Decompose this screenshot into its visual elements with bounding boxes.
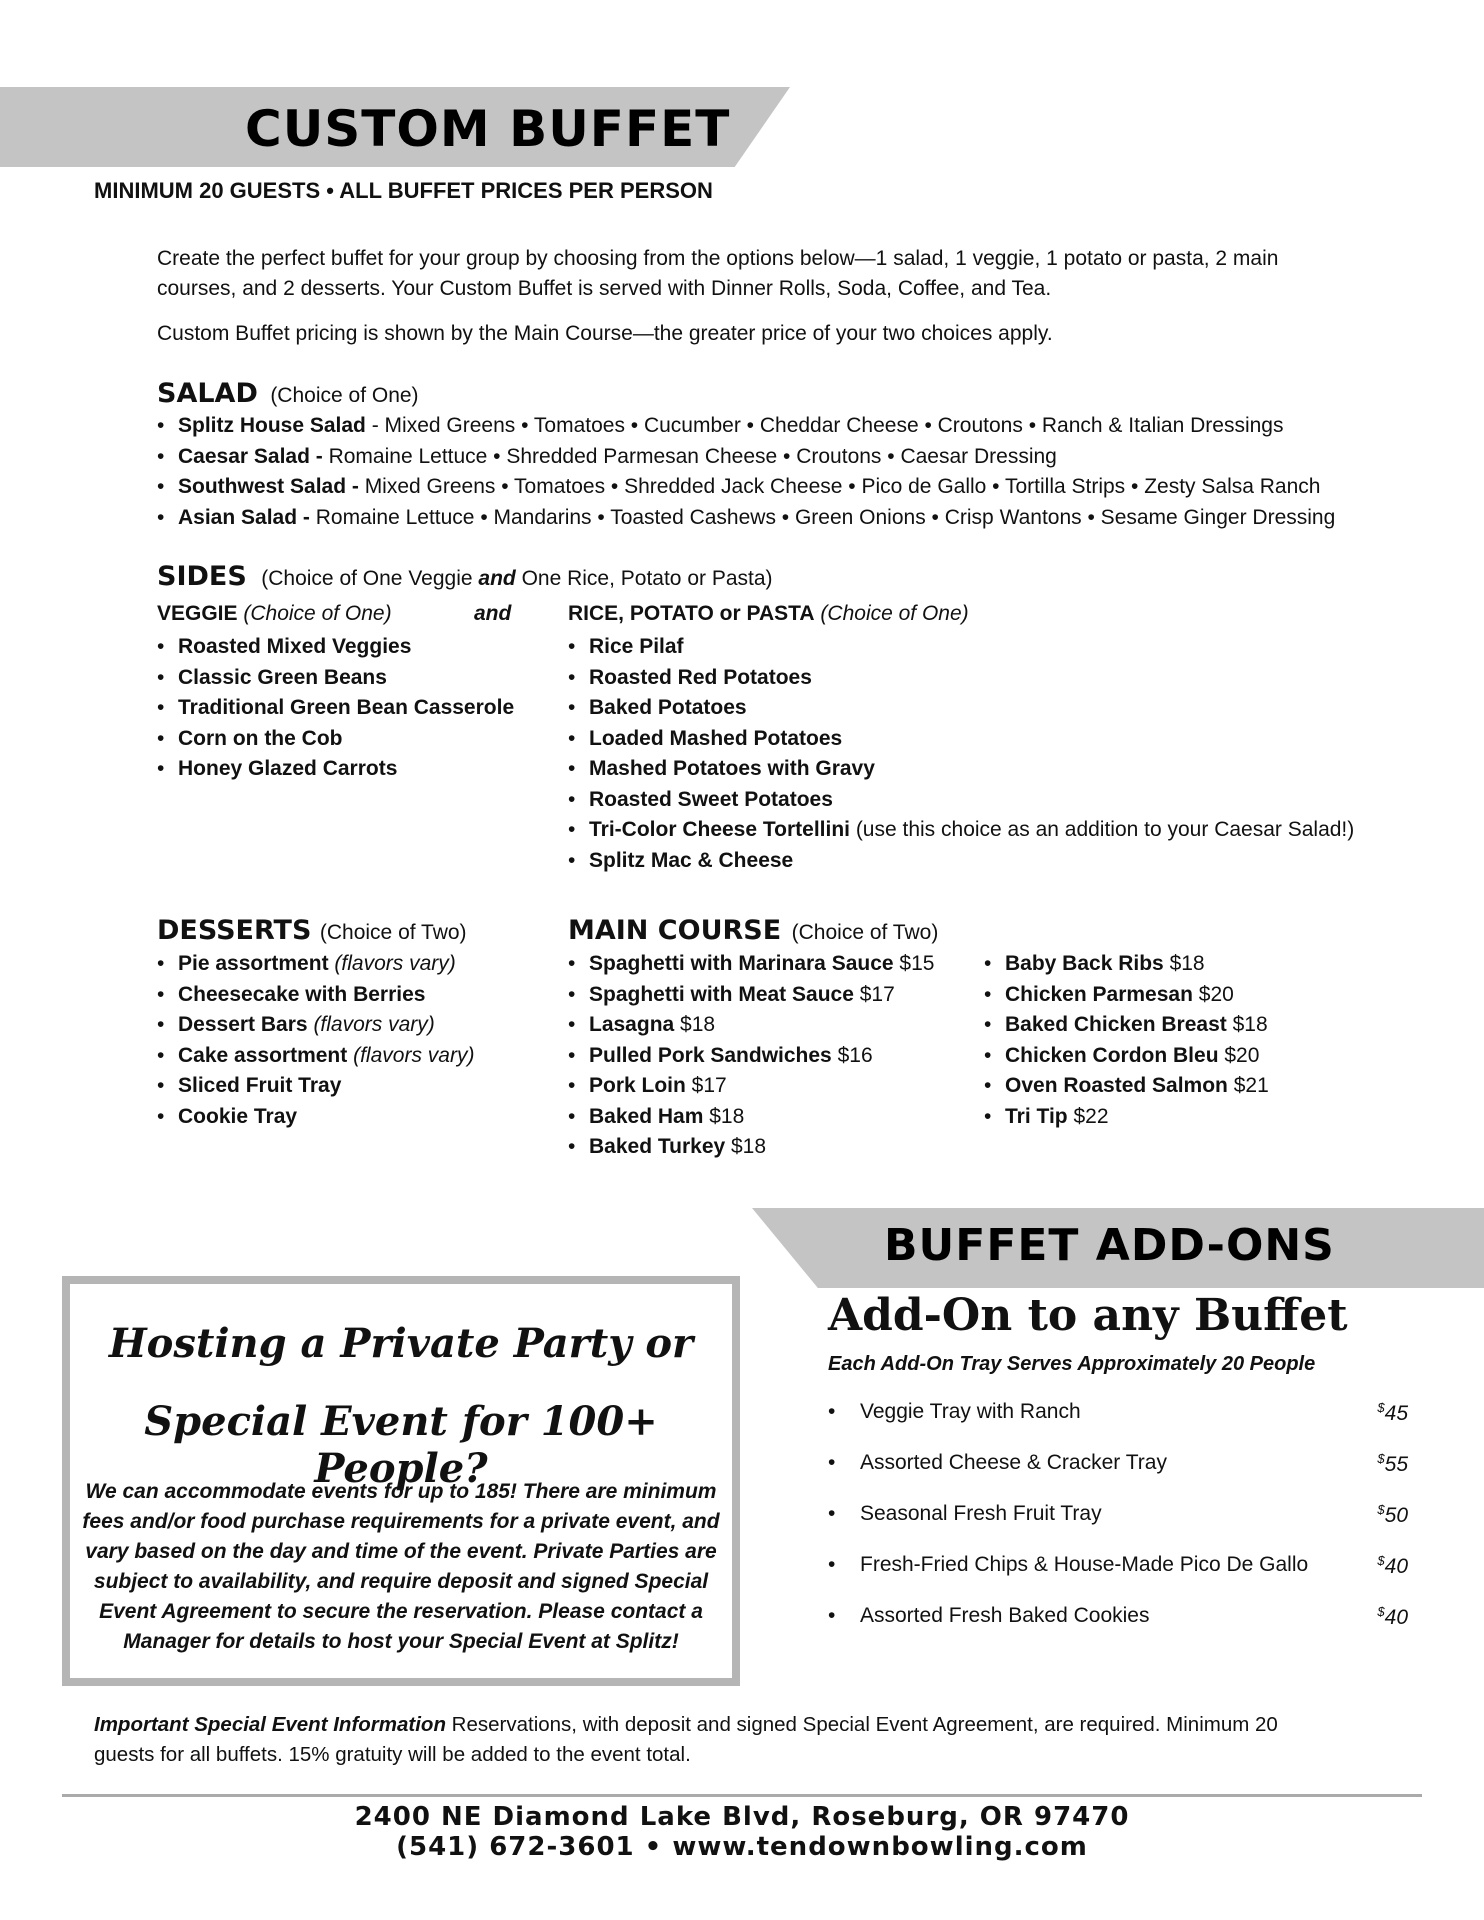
salad-item: [157, 503, 1335, 534]
currency-symbol: $: [1377, 1400, 1385, 1415]
main-course-name: Baked Chicken Breast: [1005, 1013, 1227, 1036]
starch-label: [568, 602, 969, 626]
party-body-line: vary based on the day and time of the event. Private Parties are: [85, 1540, 717, 1563]
bullet-icon: •: [157, 1043, 165, 1067]
veggie-label-note: (Choice of One): [243, 602, 392, 625]
dessert-note: (flavors vary): [334, 952, 456, 975]
bullet-icon: •: [568, 1013, 576, 1036]
veggie-name: Traditional Green Bean Casserole: [178, 696, 515, 719]
salad-item: [157, 472, 1335, 503]
main-course-price: $17: [853, 982, 895, 1006]
currency-symbol: $: [1377, 1451, 1385, 1466]
salad-name: Southwest Salad -: [178, 475, 359, 498]
addon-item: [828, 1604, 1408, 1655]
starch-name: Loaded Mashed Potatoes: [589, 726, 843, 750]
addon-item: [828, 1451, 1408, 1502]
starch-item: [568, 663, 1354, 694]
starch-item: [568, 754, 1354, 785]
currency-symbol: $: [1377, 1502, 1385, 1517]
main-course-name: Chicken Cordon Bleu: [1005, 1043, 1219, 1067]
party-body-line: Manager for details to host your Special Event at Splitz!: [123, 1630, 679, 1653]
main-course-item: [568, 1071, 934, 1102]
addon-item: [828, 1553, 1408, 1604]
bullet-icon: •: [568, 1104, 576, 1128]
bullet-icon: •: [157, 635, 165, 658]
veggie-item: [157, 693, 514, 724]
starch-note: (use this choice as an addition to your Caesar Salad!): [849, 818, 1355, 841]
salad-note: (Choice of One): [270, 384, 419, 407]
party-heading-line2: Special Event for 100+ People?: [144, 1398, 658, 1492]
main-course-name: Lasagna: [589, 1013, 675, 1036]
main-course-item: [568, 1132, 934, 1163]
salad-desc: Romaine Lettuce • Shredded Parmesan Cheese • Croutons • Caesar Dressing: [322, 444, 1057, 468]
addon-item: [828, 1502, 1408, 1553]
bullet-icon: •: [568, 818, 576, 841]
main-course-item: [568, 949, 934, 980]
bullet-icon: •: [568, 1074, 576, 1097]
main-course-item: [984, 1041, 1269, 1072]
intro-line: Custom Buffet pricing is shown by the Main Course—the greater price of your two choices apply.: [157, 322, 1053, 345]
main-course-name: Chicken Parmesan: [1005, 982, 1193, 1006]
bullet-icon: •: [828, 1553, 836, 1576]
starch-label-note: (Choice of One): [820, 602, 969, 625]
veggie-name: Honey Glazed Carrots: [178, 757, 398, 780]
addon-price-value: 45: [1384, 1402, 1408, 1425]
addons-subtitle: Each Add-On Tray Serves Approximately 20 People: [828, 1353, 1316, 1375]
dessert-list: [157, 949, 474, 1132]
bullet-icon: •: [157, 1074, 165, 1097]
bullet-icon: •: [568, 635, 576, 658]
main-course-price: $22: [1067, 1104, 1109, 1128]
bullet-icon: •: [157, 1104, 165, 1128]
salad-name: Splitz House Salad: [178, 414, 366, 437]
desserts-section-header: [157, 915, 467, 946]
bullet-icon: •: [157, 505, 165, 529]
bullet-icon: •: [568, 952, 576, 975]
main-course-item: [568, 1010, 934, 1041]
veggie-name: Roasted Mixed Veggies: [178, 635, 412, 658]
salad-name: Caesar Salad -: [178, 444, 323, 468]
main-course-item: [984, 949, 1269, 980]
addon-name: Fresh-Fried Chips & House-Made Pico De Gallo: [860, 1553, 1309, 1576]
dessert-name: Cookie Tray: [178, 1104, 298, 1128]
starch-name: Baked Potatoes: [589, 696, 747, 719]
private-party-box: [62, 1276, 740, 1686]
intro-line: courses, and 2 desserts. Your Custom Buffet is served with Dinner Rolls, Soda, Coffee, and Tea.: [157, 277, 1052, 300]
event-info-text: Reservations, with deposit and signed Special Event Agreement, are required. Minimum 20: [445, 1713, 1278, 1736]
starch-name: Splitz Mac & Cheese: [589, 848, 794, 872]
starch-item: [568, 632, 1354, 663]
main-course-list-2: [984, 949, 1269, 1132]
main-course-item: [568, 980, 934, 1011]
starch-list: [568, 632, 1354, 876]
bullet-icon: •: [984, 1104, 992, 1128]
dessert-name: Cake assortment: [178, 1043, 348, 1067]
addon-price: [1377, 1553, 1408, 1579]
event-info-label: Important Special Event Information: [94, 1713, 446, 1736]
main-course-price: $20: [1218, 1043, 1260, 1067]
main-course-price: $18: [1226, 1013, 1268, 1036]
main-course-price: $18: [674, 1013, 716, 1036]
main-course-name: Baked Ham: [589, 1104, 704, 1128]
salad-desc: Romaine Lettuce • Mandarins • Toasted Cashews • Green Onions • Crisp Wantons • Sesame Ginger Dressing: [309, 505, 1336, 529]
dessert-item: [157, 1041, 474, 1072]
bullet-icon: •: [828, 1400, 836, 1423]
starch-item: [568, 693, 1354, 724]
dessert-item: [157, 1071, 474, 1102]
party-body-line: subject to availability, and require deposit and signed Special: [93, 1570, 709, 1593]
bullet-icon: •: [157, 414, 165, 437]
salad-item: [157, 442, 1335, 473]
veggie-item: [157, 632, 514, 663]
addon-price-value: 50: [1384, 1504, 1408, 1527]
event-info: [94, 1710, 1278, 1770]
main-course-price: $18: [725, 1135, 767, 1158]
starch-item: [568, 846, 1354, 877]
bullet-icon: •: [828, 1451, 836, 1474]
veggie-name: Corn on the Cob: [178, 726, 343, 750]
main-course-item: [568, 1041, 934, 1072]
salad-name: Asian Salad -: [178, 505, 310, 529]
salad-section-header: [157, 378, 419, 409]
desserts-note: (Choice of Two): [319, 921, 467, 944]
bullet-icon: •: [568, 787, 576, 811]
main-course-price: $20: [1192, 982, 1234, 1006]
bullet-icon: •: [568, 1135, 576, 1158]
starch-name: Mashed Potatoes with Gravy: [589, 757, 875, 780]
main-course-name: Baby Back Ribs: [1005, 952, 1164, 975]
bullet-icon: •: [984, 982, 992, 1006]
addon-price-value: 55: [1384, 1453, 1408, 1476]
bullet-icon: •: [984, 1074, 992, 1097]
addon-name: Assorted Fresh Baked Cookies: [860, 1604, 1150, 1627]
sides-section-header: [157, 561, 773, 592]
sides-and-label: and: [474, 602, 512, 625]
bullet-icon: •: [157, 696, 165, 719]
addon-price: [1377, 1451, 1408, 1477]
main-course-section-header: [568, 915, 938, 946]
salad-list: [157, 411, 1335, 533]
footer-divider: [62, 1794, 1422, 1797]
dessert-item: [157, 980, 474, 1011]
addon-item: [828, 1400, 1408, 1451]
veggie-item: [157, 663, 514, 694]
bullet-icon: •: [157, 982, 165, 1006]
desserts-title: DESSERTS: [157, 915, 312, 946]
addon-price-value: 40: [1384, 1606, 1408, 1629]
dessert-name: Dessert Bars: [178, 1013, 308, 1036]
bullet-icon: •: [828, 1502, 836, 1525]
starch-name: Roasted Red Potatoes: [589, 665, 812, 689]
addon-price: [1377, 1400, 1408, 1426]
addons-banner-title: BUFFET ADD-ONS: [884, 1220, 1335, 1271]
main-course-item: [984, 1102, 1269, 1133]
bullet-icon: •: [157, 726, 165, 750]
main-course-item: [984, 1010, 1269, 1041]
veggie-label-text: VEGGIE: [157, 602, 238, 625]
main-course-name: Pork Loin: [589, 1074, 686, 1097]
bullet-icon: •: [568, 665, 576, 689]
addon-name: Seasonal Fresh Fruit Tray: [860, 1502, 1102, 1525]
main-course-price: $18: [703, 1104, 745, 1128]
sides-note-text: One Rice, Potato or Pasta): [515, 567, 773, 590]
main-course-name: Spaghetti with Marinara Sauce: [589, 952, 894, 975]
bullet-icon: •: [157, 475, 165, 498]
main-course-name: Spaghetti with Meat Sauce: [589, 982, 854, 1006]
main-course-item: [984, 980, 1269, 1011]
party-body-line: We can accommodate events for up to 185! There are minimum: [85, 1480, 717, 1503]
salad-desc: Mixed Greens • Tomatoes • Shredded Jack Cheese • Pico de Gallo • Tortilla Strips • Zesty Salsa Ranch: [358, 475, 1321, 498]
bullet-icon: •: [568, 696, 576, 719]
bullet-icon: •: [568, 1043, 576, 1067]
footer-address: 2400 NE Diamond Lake Blvd, Roseburg, OR 97470: [354, 1802, 1130, 1832]
main-course-list-1: [568, 949, 934, 1163]
main-course-price: $16: [831, 1043, 873, 1067]
veggie-item: [157, 724, 514, 755]
currency-symbol: $: [1377, 1553, 1385, 1568]
main-course-price: $15: [893, 952, 935, 975]
dessert-name: Cheesecake with Berries: [178, 982, 426, 1006]
bullet-icon: •: [568, 757, 576, 780]
main-course-price: $17: [685, 1074, 727, 1097]
bullet-icon: •: [568, 726, 576, 750]
dessert-item: [157, 949, 474, 980]
main-course-note: (Choice of Two): [791, 921, 939, 944]
bullet-icon: •: [157, 952, 165, 975]
intro-text: [157, 244, 1278, 349]
footer-contact: (541) 672-3601 • www.tendownbowling.com: [396, 1832, 1088, 1862]
bullet-icon: •: [568, 982, 576, 1006]
main-course-name: Baked Turkey: [589, 1135, 726, 1158]
main-course-title: MAIN COURSE: [568, 915, 782, 946]
intro-line: Create the perfect buffet for your group by choosing from the options below—1 salad, 1 veggie, 1 potato or pasta, 2 main: [157, 247, 1279, 270]
dessert-note: (flavors vary): [313, 1013, 435, 1036]
main-course-name: Pulled Pork Sandwiches: [589, 1043, 832, 1067]
starch-item: [568, 785, 1354, 816]
bullet-icon: •: [984, 1013, 992, 1036]
veggie-label: [157, 602, 392, 626]
dessert-item: [157, 1102, 474, 1133]
sides-note: [261, 567, 772, 590]
main-course-name: Oven Roasted Salmon: [1005, 1074, 1228, 1097]
sides-note-and: and: [478, 567, 516, 590]
dessert-item: [157, 1010, 474, 1041]
bullet-icon: •: [157, 665, 165, 689]
main-course-item: [984, 1071, 1269, 1102]
salad-desc: - Mixed Greens • Tomatoes • Cucumber • Cheddar Cheese • Croutons • Ranch & Italian Dressings: [365, 414, 1284, 437]
party-body-line: Event Agreement to secure the reservation. Please contact a: [99, 1600, 703, 1623]
bullet-icon: •: [157, 757, 165, 780]
addon-price-value: 40: [1384, 1555, 1408, 1578]
dessert-name: Sliced Fruit Tray: [178, 1074, 342, 1097]
bullet-icon: •: [984, 1043, 992, 1067]
currency-symbol: $: [1377, 1604, 1385, 1619]
bullet-icon: •: [828, 1604, 836, 1627]
page-title: CUSTOM BUFFET: [245, 100, 731, 158]
starch-name: Rice Pilaf: [589, 635, 684, 658]
main-course-price: $21: [1227, 1074, 1269, 1097]
starch-label-text: RICE, POTATO or PASTA: [568, 602, 815, 625]
veggie-name: Classic Green Beans: [178, 665, 387, 689]
addon-price: [1377, 1604, 1408, 1630]
bullet-icon: •: [984, 952, 992, 975]
main-course-item: [568, 1102, 934, 1133]
party-body: [70, 1477, 732, 1657]
bullet-icon: •: [157, 444, 165, 468]
addons-title: Add-On to any Buffet: [828, 1290, 1348, 1341]
bullet-icon: •: [568, 848, 576, 872]
bullet-icon: •: [157, 1013, 165, 1036]
main-course-name: Tri Tip: [1005, 1104, 1068, 1128]
dessert-name: Pie assortment: [178, 952, 329, 975]
sides-note-text: (Choice of One Veggie: [261, 567, 479, 590]
salad-item: [157, 411, 1335, 442]
main-course-price: $18: [1163, 952, 1205, 975]
salad-title: SALAD: [157, 378, 258, 409]
starch-name: Roasted Sweet Potatoes: [589, 787, 833, 811]
starch-name: Tri-Color Cheese Tortellini: [589, 818, 850, 841]
addon-name: Veggie Tray with Ranch: [860, 1400, 1081, 1423]
party-heading-line1: Hosting a Private Party or: [108, 1320, 694, 1367]
starch-item: [568, 815, 1354, 846]
addon-name: Assorted Cheese & Cracker Tray: [860, 1451, 1167, 1474]
veggie-list: [157, 632, 514, 785]
veggie-item: [157, 754, 514, 785]
addon-price: [1377, 1502, 1408, 1528]
sides-title: SIDES: [157, 561, 247, 592]
starch-item: [568, 724, 1354, 755]
dessert-note: (flavors vary): [353, 1043, 475, 1067]
party-body-line: fees and/or food purchase requirements for a private event, and: [82, 1510, 720, 1533]
page-subtitle: MINIMUM 20 GUESTS • ALL BUFFET PRICES PER PERSON: [94, 178, 713, 203]
event-info-text: guests for all buffets. 15% gratuity will be added to the event total.: [94, 1743, 691, 1766]
addons-list: [828, 1400, 1408, 1655]
